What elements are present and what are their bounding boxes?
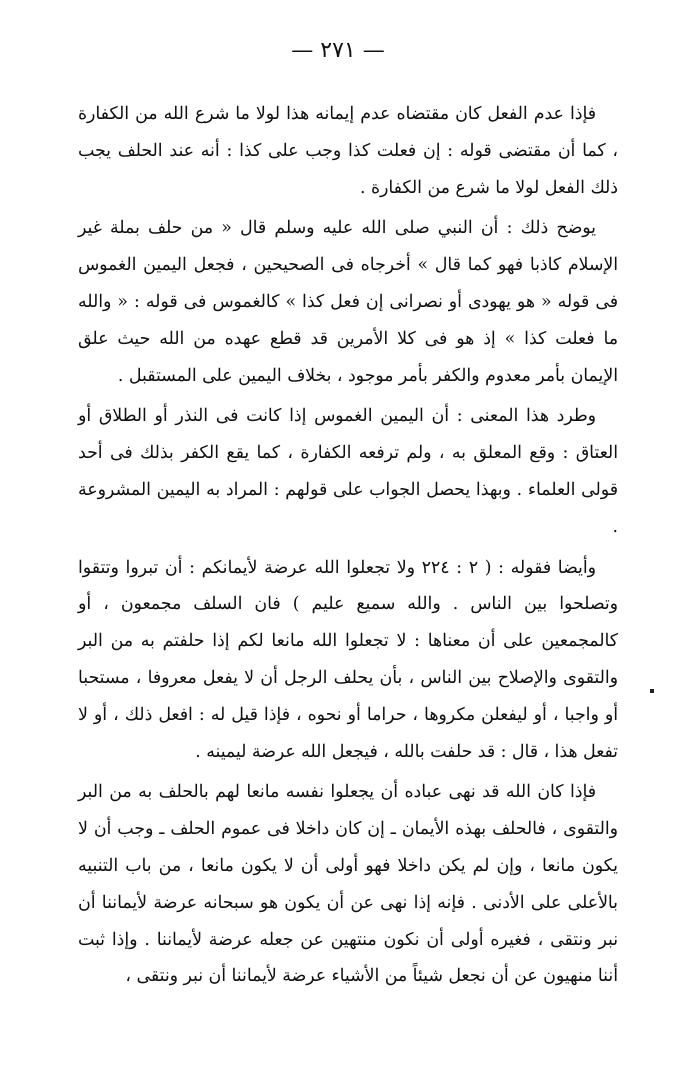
page-body (78, 96, 618, 995)
page-number: — ٢٧١ — (291, 38, 385, 63)
margin-mark (650, 689, 654, 693)
paragraph-4: وأيضا فقوله : ( ٢ : ٢٢٤ ولا تجعلوا الله عرضة لأيمانكم : أن تبروا وتتقوا وتصلحوا بين الناس . والله سميع عليم ) فان السلف مجمعون ، أو كالمجمعين على أن معناها : لا تجعلوا الله مانعا لكم إذا حلفتم به من البر والتقوى والإصلاح بين الناس ، بأن يحلف الرجل أن لا يفعل معروفا ، مستحبا أو واجبا ، أو ليفعلن مكروها ، حراما أو نحوه ، فإذا قيل له : افعل ذلك ، أو لا تفعل هذا ، قال : قد حلفت بالله ، فيجعل الله عرضة ليمينه . (78, 557, 618, 762)
paragraph-1: فإذا عدم الفعل كان مقتضاه عدم إيمانه هذا لولا ما شرع الله من الكفارة ، كما أن مقتضى قوله : إن فعلت كذا وجب على كذا : أنه عند الحلف يجب ذلك الفعل لولا ما شرع من الكفارة . (78, 104, 618, 198)
paragraph-2: يوضح ذلك : أن النبي صلى الله عليه وسلم قال « من حلف بملة غير الإسلام كاذبا فهو كما قال » أخرجاه فى الصحيحين ، فجعل اليمين الغموس فى قوله « هو يهودى أو نصرانى إن فعل كذا » كالغموس فى قوله : « والله ما فعلت كذا » إذ هو فى كلا الأمرين قد قطع عهده من الله حيث علق الإيمان بأمر معدوم والكفر بأمر موجود ، بخلاف اليمين على المستقبل . (78, 218, 618, 386)
paragraph-5: فإذا كان الله قد نهى عباده أن يجعلوا نفسه مانعا لهم بالحلف به من البر والتقوى ، فالحلف بهذه الأيمان ـ إن كان داخلا فى عموم الحلف ـ وجب أن لا يكون مانعا ، وإن لم يكن داخلا فهو أولى أن لا يكون مانعا ، من باب التنبيه بالأعلى على الأدنى . فإنه إذا نهى عن أن يكون هو سبحانه عرضة لأيماننا أن نبر ونتقى ، فغيره أولى أن نكون منتهين عن جعله عرضة لأيماننا . وإذا ثبت أننا منهيون عن أن نجعل شيئاً من الأشياء عرضة لأيماننا أن نبر ونتقى ، (78, 782, 618, 987)
paragraph-3: وطرد هذا المعنى : أن اليمين الغموس إذا كانت فى النذر أو الطلاق أو العتاق : وقع المعلق به ، ولم ترفعه الكفارة ، كما يقع الكفر بذلك فى أحد قولى العلماء . وبهذا يحصل الجواب على قولهم : المراد به اليمين المشروعة . (78, 406, 618, 537)
